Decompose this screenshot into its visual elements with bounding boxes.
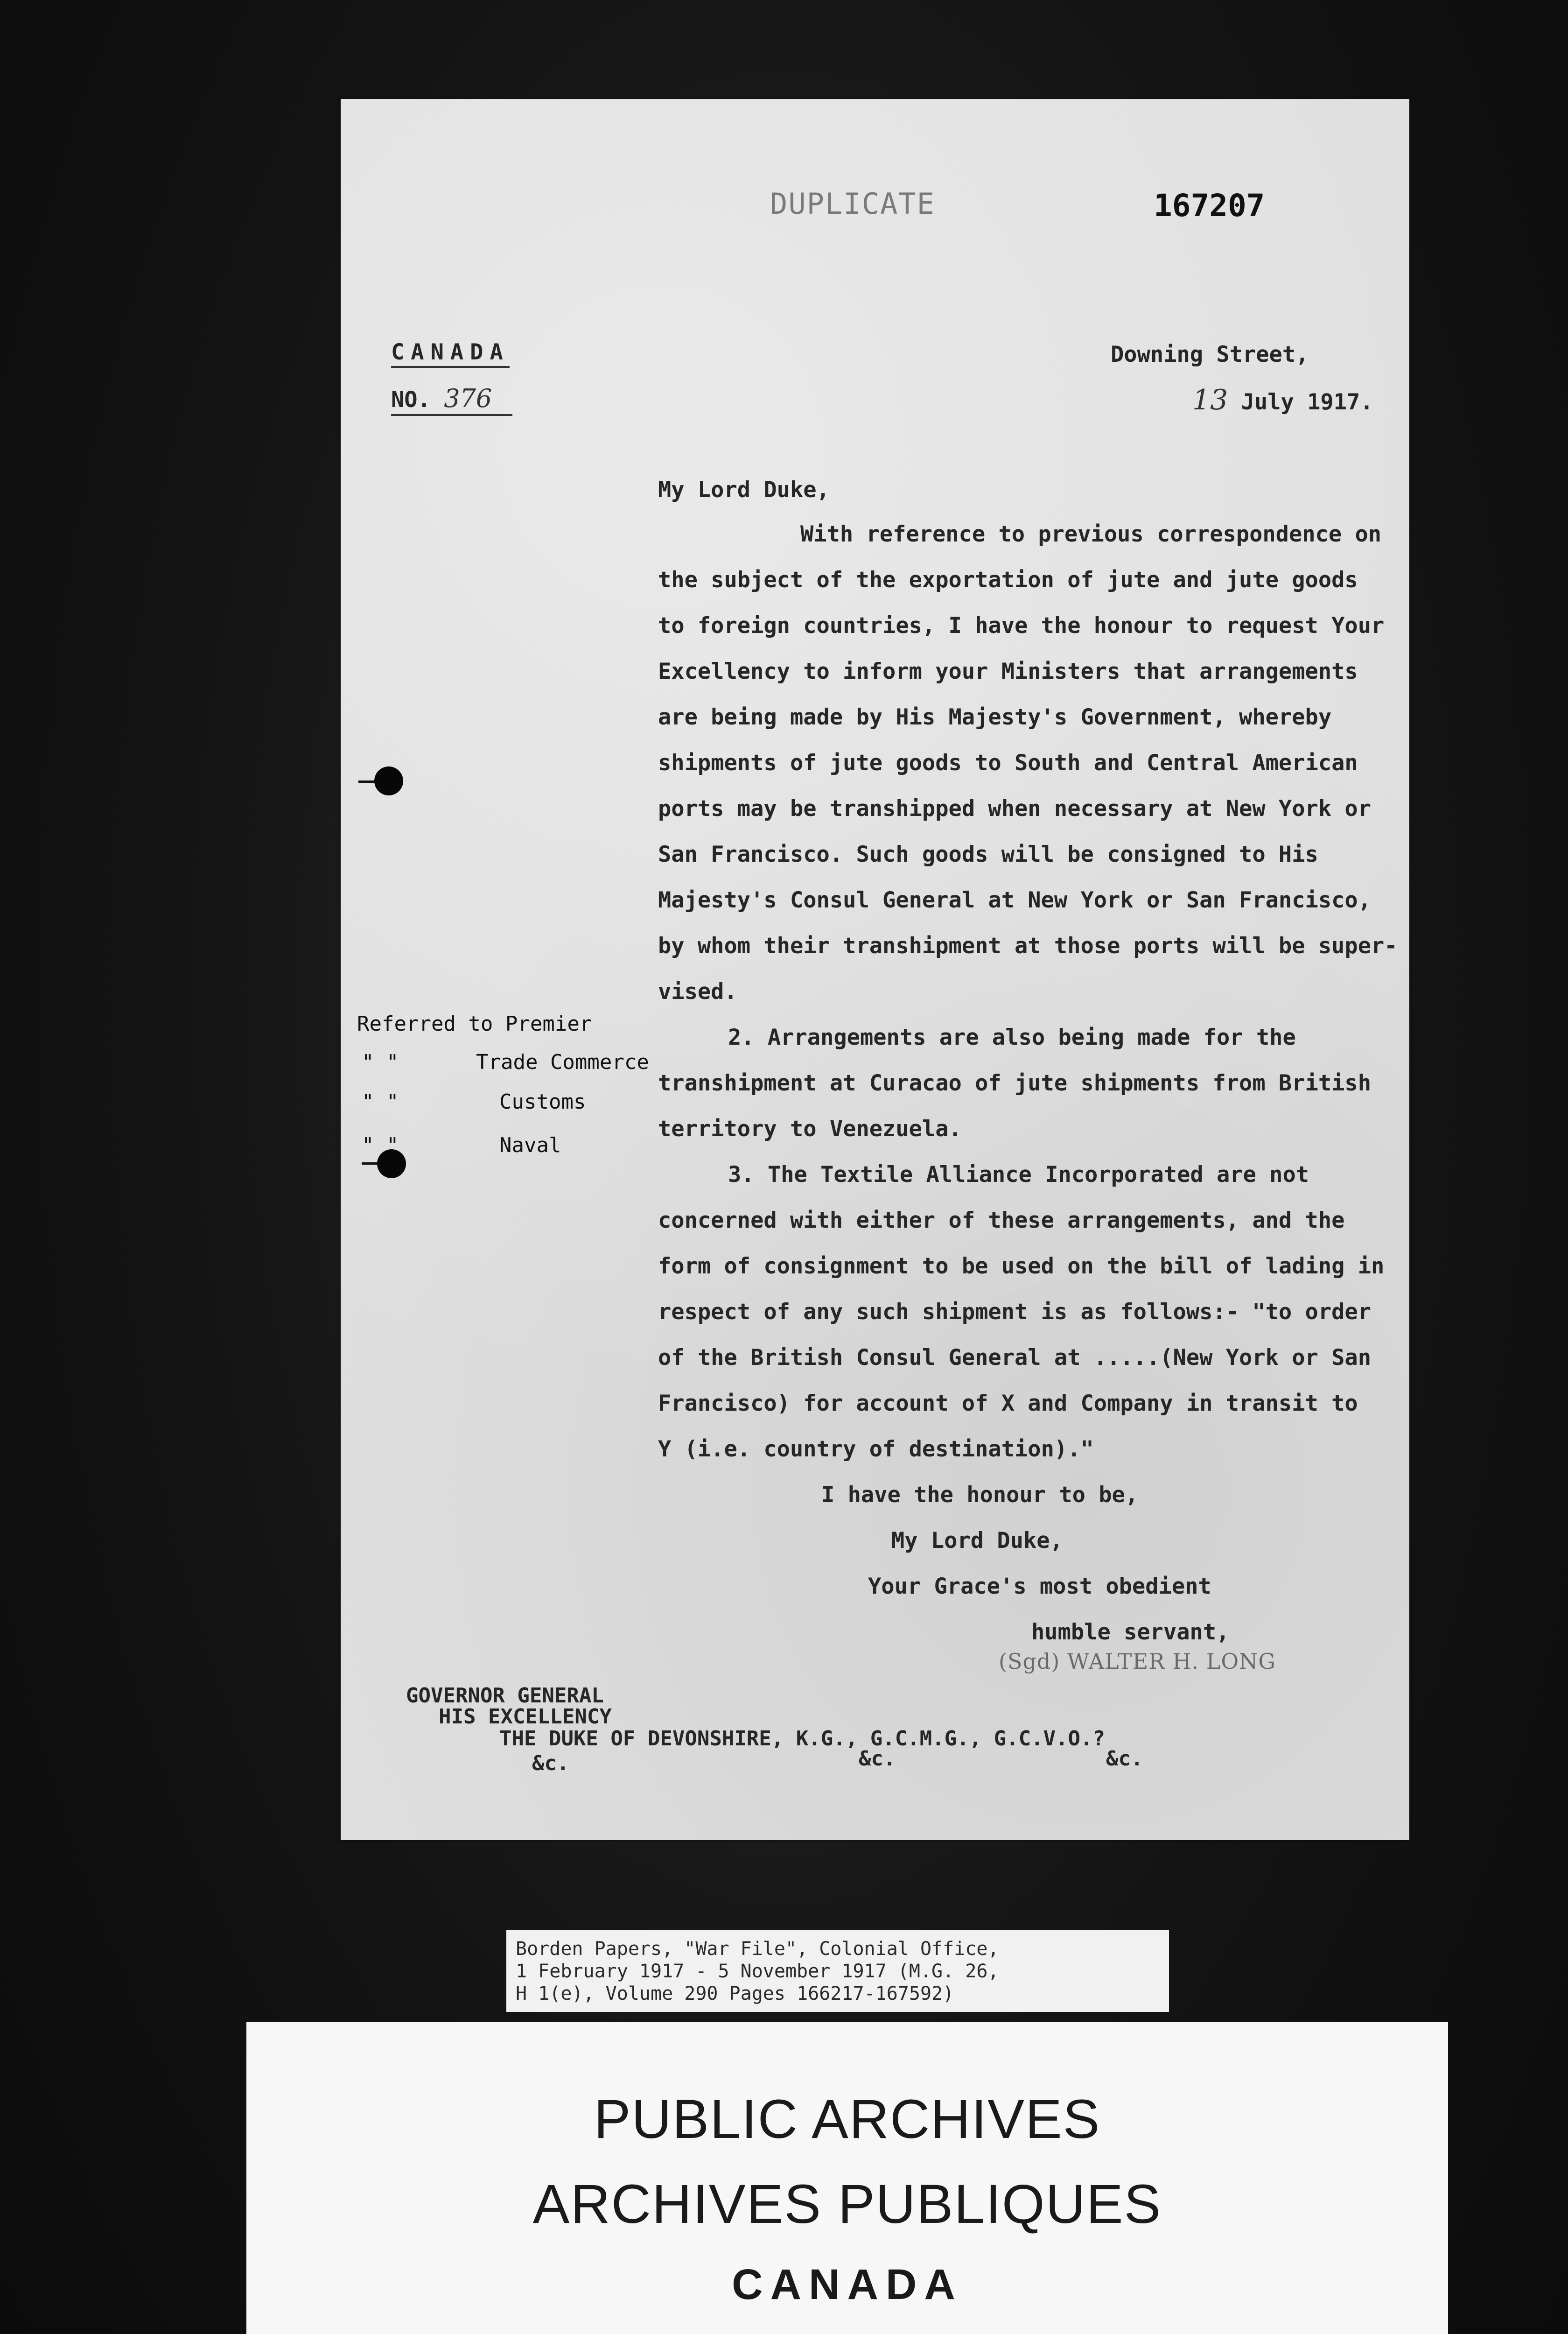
closing-line: humble servant, — [1031, 1619, 1230, 1645]
body-line: Majesty's Consul General at New York or San Francisco, — [658, 887, 1372, 913]
margin-note-naval: Naval — [499, 1133, 561, 1157]
margin-note-customs: Customs — [499, 1090, 586, 1114]
body-line: shipments of jute goods to South and Central American — [658, 750, 1358, 776]
closing-line: My Lord Duke, — [891, 1528, 1063, 1554]
punch-hole — [374, 766, 403, 795]
body-line: Francisco) for account of X and Company in transit to — [658, 1391, 1358, 1416]
body-line: the subject of the exportation of jute and jute goods — [658, 567, 1358, 593]
body-line: respect of any such shipment is as follows:- "to order — [658, 1299, 1372, 1325]
signature: (Sgd) WALTER H. LONG — [999, 1649, 1276, 1674]
archive-citation-label — [506, 1930, 1169, 2012]
body-line: are being made by His Majesty's Government, whereby — [658, 704, 1332, 730]
letter-page — [341, 99, 1409, 1840]
body-line: San Francisco. Such goods will be consigned to His — [658, 842, 1318, 867]
body-line: to foreign countries, I have the honour to request Your — [658, 613, 1385, 639]
archive-card-title-en: PUBLIC ARCHIVES — [594, 2088, 1101, 2150]
body-line: Excellency to inform your Ministers that arrangements — [658, 659, 1358, 684]
body-line: form of consignment to be used on the bill of lading in — [658, 1253, 1385, 1279]
heading-country: CANADA — [391, 339, 510, 368]
archive-card-country: CANADA — [732, 2261, 963, 2308]
body-line: transhipment at Curacao of jute shipments from British — [658, 1070, 1372, 1096]
body-line: territory to Venezuela. — [658, 1116, 962, 1142]
body-line: of the British Consul General at .....(New York or San — [658, 1345, 1372, 1371]
body-line: vised. — [658, 979, 737, 1005]
body-line: concerned with either of these arrangements, and the — [658, 1208, 1345, 1233]
number-prefix: NO. — [391, 387, 431, 413]
addressee-line: THE DUKE OF DEVONSHIRE, K.G., G.C.M.G., G.C.V.O.? — [499, 1727, 1106, 1750]
closing-line: I have the honour to be, — [821, 1482, 1139, 1508]
public-archives-card — [246, 2022, 1448, 2334]
closing-line: Your Grace's most obedient — [868, 1574, 1211, 1599]
body-line: by whom their transhipment at those ports will be super- — [658, 933, 1398, 959]
body-line: 3. The Textile Alliance Incorporated are not — [728, 1162, 1309, 1188]
heading-number — [391, 384, 512, 416]
body-line: Y (i.e. country of destination)." — [658, 1436, 1094, 1462]
addressee-etc: &c. — [532, 1751, 569, 1775]
citation-line: H 1(e), Volume 290 Pages 166217-167592) — [516, 1983, 954, 2004]
addressee-etc: &c. — [859, 1747, 896, 1771]
margin-note-ditto: " " — [362, 1133, 399, 1157]
address-date — [1192, 384, 1373, 416]
number-handwritten: 376 — [444, 384, 492, 413]
body-line: With reference to previous correspondence on — [800, 521, 1382, 547]
addressee-etc: &c. — [1106, 1747, 1143, 1771]
date-month-year: July 1917. — [1241, 389, 1373, 415]
margin-note-trade: Trade Commerce — [476, 1050, 649, 1074]
address-street: Downing Street, — [1111, 342, 1309, 367]
archive-card-title-fr: ARCHIVES PUBLIQUES — [532, 2173, 1162, 2235]
citation-line: Borden Papers, "War File", Colonial Office, — [516, 1938, 999, 1960]
addressee-line: HIS EXCELLENCY — [439, 1705, 612, 1729]
addressee-line: GOVERNOR GENERAL — [406, 1684, 604, 1708]
margin-note-ditto: " " — [362, 1090, 399, 1114]
file-number: 167207 — [1154, 188, 1265, 224]
body-line: 2. Arrangements are also being made for the — [728, 1025, 1296, 1050]
margin-note-ditto: " " — [362, 1050, 399, 1074]
margin-note-premier: Referred to Premier — [357, 1012, 592, 1036]
date-day-handwritten: 13 — [1192, 384, 1228, 416]
citation-line: 1 February 1917 - 5 November 1917 (M.G. 26, — [516, 1961, 999, 1982]
body-line: ports may be transhipped when necessary at New York or — [658, 796, 1372, 822]
salutation: My Lord Duke, — [658, 477, 830, 503]
duplicate-stamp: DUPLICATE — [770, 187, 935, 221]
